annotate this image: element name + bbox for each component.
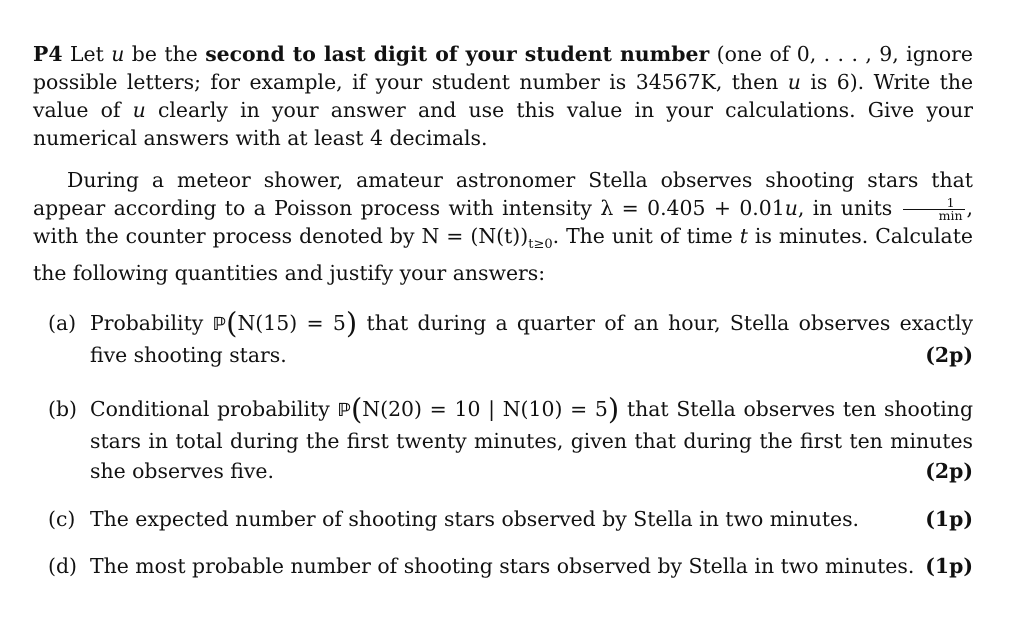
- points-label: (1p): [925, 507, 973, 531]
- var-u: u: [787, 70, 801, 94]
- bold-instruction: second to last digit of your student number: [205, 42, 710, 66]
- probability-expression: N(20) = 10 | N(10) = 5: [362, 397, 608, 421]
- question-text: The most probable number of shooting stars observed by Stella in two minutes.: [90, 554, 915, 578]
- question-text: The expected number of shooting stars observed by Stella in two minutes.: [90, 507, 860, 531]
- question-a: (a) Probability ℙ(N(15) = 5) that during a quarter of an hour, Stella observes exactly five shooting stars. (2p): [48, 308, 973, 370]
- question-b: (b) Conditional probability ℙ(N(20) = 10 | N(10) = 5) that Stella observes ten shooting stars in total during the first twenty minutes, given that during the first ten minutes she observes five. (2p): [48, 394, 973, 486]
- question-d: [48, 551, 973, 581]
- var-t: t: [739, 224, 748, 248]
- story-text-3: , with the counter process denoted by: [33, 196, 974, 248]
- points-label: (2p): [925, 459, 973, 483]
- intro-text-3: (one of 0, . . . , 9, ignore possible letters; for example, if your student number is 34567K, then: [33, 42, 973, 94]
- var-u: u: [111, 42, 125, 66]
- question-marker: (c): [48, 507, 76, 531]
- story-text-1: During a meteor shower, amateur astronomer Stella observes shooting stars that appear according to a Poisson process with intensity: [33, 168, 973, 220]
- process-expression: $N = (N(t))_{t\ge 0}$: [421, 224, 553, 253]
- question-text: that during a quarter of an hour, Stella observes exactly five shooting stars.: [90, 311, 974, 367]
- story-paragraph: [33, 166, 973, 287]
- intro-text-4: is 6). Write the value of: [33, 70, 974, 122]
- question-text: that Stella observes ten shooting stars in total during the first twenty minutes, given that during the first ten minutes she observes five.: [90, 397, 973, 483]
- story-text-5: is minutes. Calculate the following quantities and justify your answers:: [33, 224, 973, 286]
- question-marker: (d): [48, 554, 77, 578]
- intro-text-5: clearly in your answer and use this value in your calculations. Give your numerical answers with at least 4 decimals.: [33, 98, 973, 150]
- probability-symbol: ℙ: [337, 400, 351, 421]
- question-marker: (b): [48, 397, 77, 421]
- problem-statement: [33, 40, 973, 152]
- story-text-2: , in units: [797, 196, 893, 220]
- question-text: Conditional probability: [90, 397, 330, 421]
- probability-expression: N(15) = 5: [237, 311, 346, 335]
- points-label: (1p): [925, 554, 973, 578]
- lambda-expression: λ = 0.405 + 0.01u: [600, 196, 798, 220]
- var-u: u: [132, 98, 146, 122]
- story-text-4: . The unit of time: [552, 224, 733, 248]
- unit-fraction: $\frac{1}{\min}$: [903, 197, 965, 222]
- intro-text-1: Let: [69, 42, 104, 66]
- points-label: (2p): [925, 343, 973, 367]
- problem-label: P4: [33, 42, 63, 66]
- intro-text-2: be the: [131, 42, 198, 66]
- question-c: [48, 504, 973, 534]
- question-marker: (a): [48, 311, 77, 335]
- question-text: Probability: [90, 311, 204, 335]
- probability-symbol: ℙ: [212, 314, 227, 335]
